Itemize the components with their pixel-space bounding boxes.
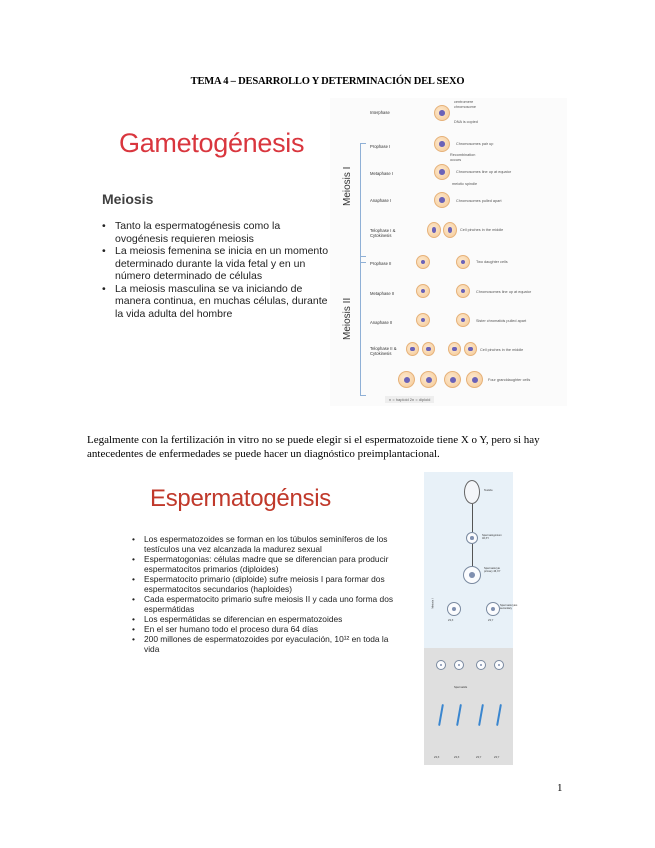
list-item: • Los espermatozoides se forman en los túbulos seminíferos de los testículos una vez alcanzada la madurez sexual <box>130 534 400 554</box>
list-item: • Espermatocito primario (diploide) sufre meiosis I para formar dos espermatocitos secundarios (haploides) <box>130 574 400 594</box>
telophase-ii-cell <box>406 342 419 356</box>
note: Sister chromatids pulled apart <box>476 319 527 323</box>
note: meiotic spindle <box>452 182 478 186</box>
telophase-ii-cell <box>448 342 461 356</box>
spermatogonium-cell <box>466 532 478 544</box>
telophase-i-cell <box>443 222 457 238</box>
phase-label: Interphase <box>370 110 390 115</box>
slide-title: Espermatogénsis <box>150 485 331 512</box>
connector <box>472 504 473 532</box>
telophase-i-cell <box>427 222 441 238</box>
phase-label: Prophase II <box>370 261 392 266</box>
list-item: • Espermatogonias: células madre que se diferencian para producir espermatocitos primarios (diploides) <box>130 554 400 574</box>
secondary-spermatocyte-cell <box>486 602 500 616</box>
interphase-cell <box>434 105 450 121</box>
phase-label: Anaphase II <box>370 320 393 325</box>
list-item: • Cada espermatocito primario sufre meiosis II y cada uno forma dos espermátidas <box>130 594 400 614</box>
list-item: • En el ser humano todo el proceso dura 64 días <box>130 624 400 634</box>
phase-label: Prophase I <box>370 144 391 149</box>
spermatid-cell <box>476 660 486 670</box>
note: Chromosomes line up at equator <box>476 290 532 294</box>
diagram-label: 23,Y <box>488 619 494 622</box>
note: Four granddaughter cells <box>488 378 531 382</box>
spermatogenesis-diagram <box>424 472 518 765</box>
note: Two daughter cells <box>476 260 508 264</box>
anaphase-ii-cell <box>416 313 430 327</box>
list-item: • La meiosis femenina se inicia en un momento determinado durante la vida fetal y en un número determinado de células <box>100 245 335 283</box>
meiosis-i-brace <box>360 143 366 263</box>
diagram-label: 23,X <box>434 756 440 759</box>
diagram-label: 23,X <box>454 756 460 759</box>
meiosis-ii-brace <box>360 256 366 396</box>
connector <box>472 544 473 566</box>
metaphase-ii-cell <box>416 284 430 298</box>
bullet-list <box>100 220 335 320</box>
page-title: TEMA 4 – DESARROLLO Y DETERMINACIÓN DEL SEXO <box>190 76 465 87</box>
note: chromosome <box>454 105 476 109</box>
list-item: • La meiosis masculina se va iniciando de manera continua, en muchas células, durante la vida adulta del hombre <box>100 283 335 321</box>
prophase-i-cell <box>434 136 450 152</box>
granddaughter-cell <box>444 371 461 388</box>
metaphase-i-cell <box>434 164 450 180</box>
spermatogenesis-slide <box>124 472 518 765</box>
granddaughter-cell <box>466 371 483 388</box>
granddaughter-cell <box>420 371 437 388</box>
note: Recombination occurs <box>450 153 476 162</box>
diagram-label: Spermatids <box>454 686 468 689</box>
diagram-label: Spermatocytes secondary <box>500 604 518 610</box>
note: Cell pinches in the middle <box>460 228 504 232</box>
diagram-label: Spermatogonium 46,XY <box>482 534 502 540</box>
meiosis-i-label: Meiosis I <box>342 166 353 206</box>
legend: n = haploid 2n = diploid <box>385 396 434 403</box>
prophase-ii-cell <box>416 255 430 269</box>
gametogenesis-slide <box>87 98 567 406</box>
page-number: 1 <box>557 782 563 794</box>
testicle-shape <box>464 480 480 504</box>
diagram-label: Meiosis I <box>431 598 435 609</box>
secondary-spermatocyte-cell <box>447 602 461 616</box>
telophase-ii-cell <box>464 342 477 356</box>
body-paragraph: Legalmente con la fertilización in vitro no se puede elegir si el espermatozoide tiene X o Y, pero si hay antecedentes de enfermedades se puede hacer un diagnóstico preimplantacional. <box>87 434 540 460</box>
list-item: • Los espermátidas se diferencian en espermatozoides <box>130 614 400 624</box>
prophase-ii-cell <box>456 255 470 269</box>
list-item: • Tanto la espermatogénesis como la ovogénesis requieren meiosis <box>100 220 335 245</box>
slide-subtitle: Meiosis <box>102 191 154 207</box>
anaphase-i-cell <box>434 192 450 208</box>
diagram-label: Testicle <box>484 489 493 492</box>
note: Cell pinches in the middle <box>480 348 524 352</box>
phase-label: Telophase II & Cytokinesis <box>370 346 397 356</box>
diagram-label: Spermatocyte primary 46,XY <box>484 567 501 573</box>
note: DNA is copied <box>454 120 478 124</box>
note: Chromosomes pair up <box>456 142 494 146</box>
granddaughter-cell <box>398 371 415 388</box>
phase-label: Anaphase I <box>370 198 392 203</box>
telophase-ii-cell <box>422 342 435 356</box>
diagram-label: 23,Y <box>476 756 482 759</box>
slide-title: Gametogénesis <box>119 128 305 158</box>
meiosis-ii-label: Meiosis II <box>342 297 353 340</box>
meiosis-diagram <box>330 98 567 406</box>
note: centromere <box>454 100 474 104</box>
phase-label: Metaphase I <box>370 171 394 176</box>
metaphase-ii-cell <box>456 284 470 298</box>
bullet-list <box>130 534 400 654</box>
spermatid-cell <box>436 660 446 670</box>
note: Chromosomes pulled apart <box>456 199 502 203</box>
diagram-label: 23,X <box>448 619 454 622</box>
primary-spermatocyte-cell <box>463 566 481 584</box>
anaphase-ii-cell <box>456 313 470 327</box>
spermatid-cell <box>454 660 464 670</box>
phase-label: Telophase I & Cytokinesis <box>370 228 396 238</box>
diagram-label: 23,Y <box>494 756 500 759</box>
note: Chromosomes line up at equator <box>456 170 512 174</box>
list-item: • 200 millones de espermatozoides por eyaculación, 10¹² en toda la vida <box>130 634 400 654</box>
spermatid-cell <box>494 660 504 670</box>
phase-label: Metaphase II <box>370 291 395 296</box>
